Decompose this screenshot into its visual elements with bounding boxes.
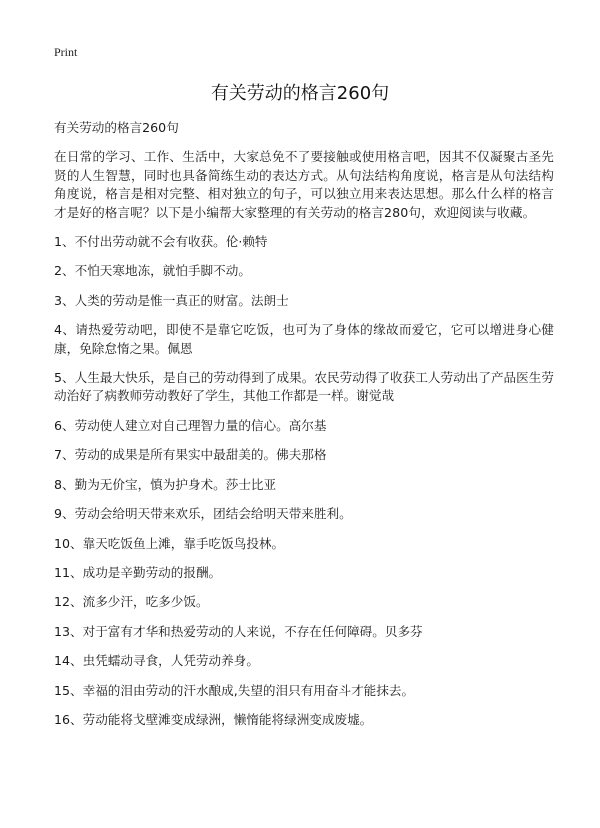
quote-item: 16、劳动能将戈壁滩变成绿洲，懒惰能将绿洲变成废墟。 bbox=[54, 711, 373, 727]
quote-item: 7、劳动的成果是所有果实中最甜美的。佛夫那格 bbox=[54, 447, 327, 463]
page-title: 有关劳动的格言260句 bbox=[210, 83, 390, 104]
quote-item: 13、对于富有才华和热爱劳动的人来说，不存在任何障碍。贝多芬 bbox=[54, 623, 423, 639]
intro-paragraph: 在日常的学习、工作、生活中，大家总免不了要接触或使用格言吧，因其不仅凝聚古圣先贤的人生智慧，同时也具备简练生动的表达方式。从句法结构角度说，格言是从句法结构角度说，格言是相对完整、相对独立的句子，可以独立用来表达思想。那么什么样的格言才是好的格言呢？以下是小编帮大家整理的有关劳动的格言280句，欢迎阅读与收藏。 bbox=[54, 149, 554, 220]
quote-list bbox=[54, 233, 554, 729]
quote-item: 14、虫凭蠕动寻食，人凭劳动养身。 bbox=[54, 653, 259, 669]
quote-item: 3、人类的劳动是惟一真正的财富。法朗士 bbox=[54, 292, 289, 308]
quote-item: 1、不付出劳动就不会有收获。伦·赖特 bbox=[54, 234, 268, 250]
quote-item: 6、劳动使人建立对自己理智力量的信心。高尔基 bbox=[54, 417, 327, 433]
quote-item: 8、勤为无价宝，慎为护身术。莎士比亚 bbox=[54, 476, 277, 492]
quote-item: 2、不怕天寒地冻，就怕手脚不动。 bbox=[54, 263, 251, 279]
document-subtitle: 有关劳动的格言260句 bbox=[54, 120, 179, 135]
quote-item: 10、靠天吃饭鱼上滩，靠手吃饭鸟投林。 bbox=[54, 535, 285, 551]
quote-item: 5、人生最大快乐，是自己的劳动得到了成果。农民劳动得了收获工人劳动出了产品医生劳动治好了病教师劳动教好了学生，其他工作都是一样。谢觉哉 bbox=[54, 370, 554, 404]
quote-item: 15、幸福的泪由劳动的汗水酿成,失望的泪只有用奋斗才能抹去。 bbox=[54, 682, 415, 698]
document-body bbox=[54, 119, 554, 740]
quote-item: 4、请热爱劳动吧，即使不是靠它吃饭，也可为了身体的缘故而爱它，它可以增进身心健康，免除怠惰之果。佩恩 bbox=[54, 322, 554, 356]
quote-item: 9、劳动会给明天带来欢乐，团结会给明天带来胜利。 bbox=[54, 506, 352, 522]
quote-item: 12、流多少汗，吃多少饭。 bbox=[54, 594, 209, 610]
quote-item: 11、成功是辛勤劳动的报酬。 bbox=[54, 564, 222, 580]
print-link[interactable]: Print bbox=[54, 45, 78, 59]
